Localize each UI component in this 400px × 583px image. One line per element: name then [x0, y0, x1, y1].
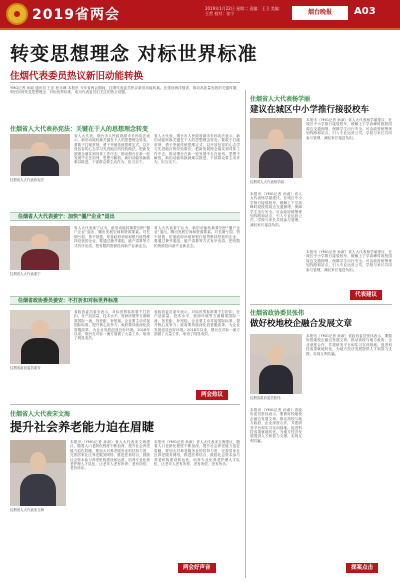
section-kicker: 住烟省人大代表宋文海	[10, 411, 71, 418]
article-body: 本报讯（YMG记者 孙淑）省人大代表宋文海建议，随着人口老龄化程度不断加深，提升社会养老能力迫在眉睫。要加大对养老服务业的扶持力度，完善居家社区养老服务网络，推进医养结合，鼓励社会资本参与养老机构建设和运营，培养专业化养老护理人才队伍，让老年人老有所养、老有所依、老有所乐。	[70, 440, 150, 471]
section-headline: 提升社会养老能力迫在眉睫	[10, 420, 155, 434]
article-body: 本报讯（YMG记者 孙淑）省政协委员张伟表示，要做好校地校企融合发展文章，推动高校与地方政府、企业深度合作，共建研发平台和实习实训基地，促进科技成果就地转化，为地方经济发展提供人才和智力支撑，实现互利共赢。	[250, 408, 302, 443]
photo-caption: 住烟省政协委员张伟	[250, 396, 281, 400]
tag-jujiao: 两会好声音	[178, 563, 216, 573]
divider	[250, 304, 392, 305]
national-emblem-icon	[6, 3, 28, 25]
column-divider	[245, 90, 246, 578]
photo-caption: 住烟省政协委员姜安	[10, 366, 41, 370]
article-body: 本报讯（YMG记者 孙淑）省人大代表杨学丽建议，在城区中小学推行接驳校车，缓解上下学高峰时段校园周边交通拥堵，保障学生出行安全。可由政府统筹规划线路和站点，引入专业运营公司，学校与家长共同参与管理，减轻家长接送负担。	[306, 250, 392, 272]
tag-daibiao: 代表建议	[350, 290, 382, 300]
divider	[10, 404, 240, 405]
article-body: 本报讯（YMG记者 孙淑）省人大代表杨学丽建议，在城区中小学推行接驳校车，缓解上下学高峰时段校园周边交通拥堵，保障学生出行安全。可由政府统筹规划线路和站点，引入专业运营公司，学校与家长共同参与管理，减轻家长接送负担。	[250, 192, 302, 227]
date-info: 2019年1月22日 星期二 责编：王卫 美编：王哲 校对：张宁	[205, 6, 283, 16]
section-headline: 做好校地校企融合发展文章	[250, 319, 353, 329]
header-divider	[0, 28, 400, 30]
divider	[10, 82, 240, 83]
article-body: 省人大代表、烟台市人民政府副市长孙宪法表示，新旧动能转换关键在于人的思想理念转变。要敢于打破常规，勇于突破传统思维定式，以开放包容的心态学习先进地区的经验做法，把新发展理念落实到具体工作中去，推动烟台在新一轮发展中走在前列。思想不解放，新旧动能转换就难以推进，干部群众要主动作为、担当实干。	[154, 134, 240, 165]
photo-sun	[10, 134, 70, 176]
article-body: 本报讯（YMG记者 孙淑）省人大代表杨学丽建议，在城区中小学推行接驳校车，缓解上下学高峰时段校园周边交通拥堵，保障学生出行安全。可由政府统筹规划线路和站点，引入专业运营公司，学校与家长共同参与管理，减轻家长接送负担。	[306, 118, 392, 140]
article-body: 省人大代表姜宁认为，新旧动能转换要加快“僵尸企业”退出，腾出发展空间和资源要素。对长期亏损、资不抵债、依靠政府补贴和银行续贷维持经营的企业，要通过兼并重组、破产清算等方式有序出清，把有限的资源投向新产业新业态。	[154, 226, 240, 248]
section-kicker: 住烟省政协委员姜安：不打折扣对标世界标准	[10, 296, 240, 305]
photo-zhang	[250, 334, 302, 394]
section-kicker: 住烟省政协委员张伟	[250, 310, 305, 317]
page-number: A03	[354, 6, 376, 17]
article-body: 本报讯（YMG记者 孙淑）省政协委员张伟表示，要做好校地校企融合发展文章，推动高校与地方政府、企业深度合作，共建研发平台和实习实训基地，促进科技成果就地转化，为地方经济发展提供人才和智力支撑，实现互利共赢。	[306, 334, 392, 356]
article-body: 本报讯（YMG记者 孙淑）省人大代表宋文海建议，随着人口老龄化程度不断加深，提升社会养老能力迫在眉睫。要加大对养老服务业的扶持力度，完善居家社区养老服务网络，推进医养结合，鼓励社会资本参与养老机构建设和运营，培养专业化养老护理人才队伍，让老年人老有所养、老有所依、老有所乐。	[154, 440, 240, 467]
tag-lianghui: 两会热议	[196, 390, 228, 400]
photo-jiang-ning	[10, 226, 70, 270]
photo-yang	[250, 118, 302, 178]
section-kicker: 住烟省人大代表姜宁：加快“僵尸企业”退出	[10, 212, 240, 221]
photo-jiang-an	[10, 310, 70, 364]
main-subheadline: 住烟代表委员热议新旧动能转换	[10, 71, 144, 82]
photo-song	[10, 440, 66, 506]
photo-caption: 住烟省人大代表杨学丽	[250, 180, 284, 184]
article-body: 省政协委员姜安表示，对标世界标准要不打折扣，在产品质量、技术水平、营商环境等方面瞄准国际一流，找差距、补短板。企业要主动对接国际标准，提升核心竞争力；政府要持续深化放管服改革，为企业发展创造良好环境。2018年以来，烟台在对标一流方面做了大量工作，取得了明显成效。	[154, 310, 240, 337]
main-headline: 转变思想理念 对标世界标准	[10, 43, 258, 65]
photo-caption: 住烟省人大代表孙宪法	[10, 178, 44, 182]
tag-tanjiao: 探案点击	[346, 563, 378, 573]
section-kicker: 住烟省人大代表杨学丽	[250, 96, 311, 103]
photo-caption: 住烟省人大代表姜宁	[10, 272, 41, 276]
lead-intro: YMG记者 孙淑 通讯员 王乐 张永峰 本报讯 今年省两会期间，住烟代表委员热议新旧动能转换。在建设海洋强省、推动高质量发展的关键时期，烟台如何转变思想理念、对标世界标准，成为代表委员们关注的热点话题。	[10, 86, 240, 95]
section-kicker: 住烟省人大代表孙宪法：关键在于人的思想理念转变	[10, 126, 149, 133]
article-body: 省人大代表姜宁认为，新旧动能转换要加快“僵尸企业”退出，腾出发展空间和资源要素。对长期亏损、资不抵债、依靠政府补贴和银行续贷维持经营的企业，要通过兼并重组、破产清算等方式有序出清，把有限的资源投向新产业新业态。	[74, 226, 150, 248]
paper-name: 烟台晚报	[292, 6, 348, 20]
photo-caption: 住烟省人大代表宋文海	[10, 508, 44, 512]
section-title: 2019省两会	[32, 7, 120, 23]
article-body: 省人大代表、烟台市人民政府副市长孙宪法表示，新旧动能转换关键在于人的思想理念转变。要敢于打破常规，勇于突破传统思维定式，以开放包容的心态学习先进地区的经验做法，把新发展理念落实到具体工作中去，推动烟台在新一轮发展中走在前列。思想不解放，新旧动能转换就难以推进，干部群众要主动作为、担当实干。	[74, 134, 150, 165]
section-headline: 建议在城区中小学推行接驳校车	[250, 105, 370, 115]
article-body: 省政协委员姜安表示，对标世界标准要不打折扣，在产品质量、技术水平、营商环境等方面瞄准国际一流，找差距、补短板。企业要主动对接国际标准，提升核心竞争力；政府要持续深化放管服改革，为企业发展创造良好环境。2018年以来，烟台在对标一流方面做了大量工作，取得了明显成效。	[74, 310, 150, 341]
